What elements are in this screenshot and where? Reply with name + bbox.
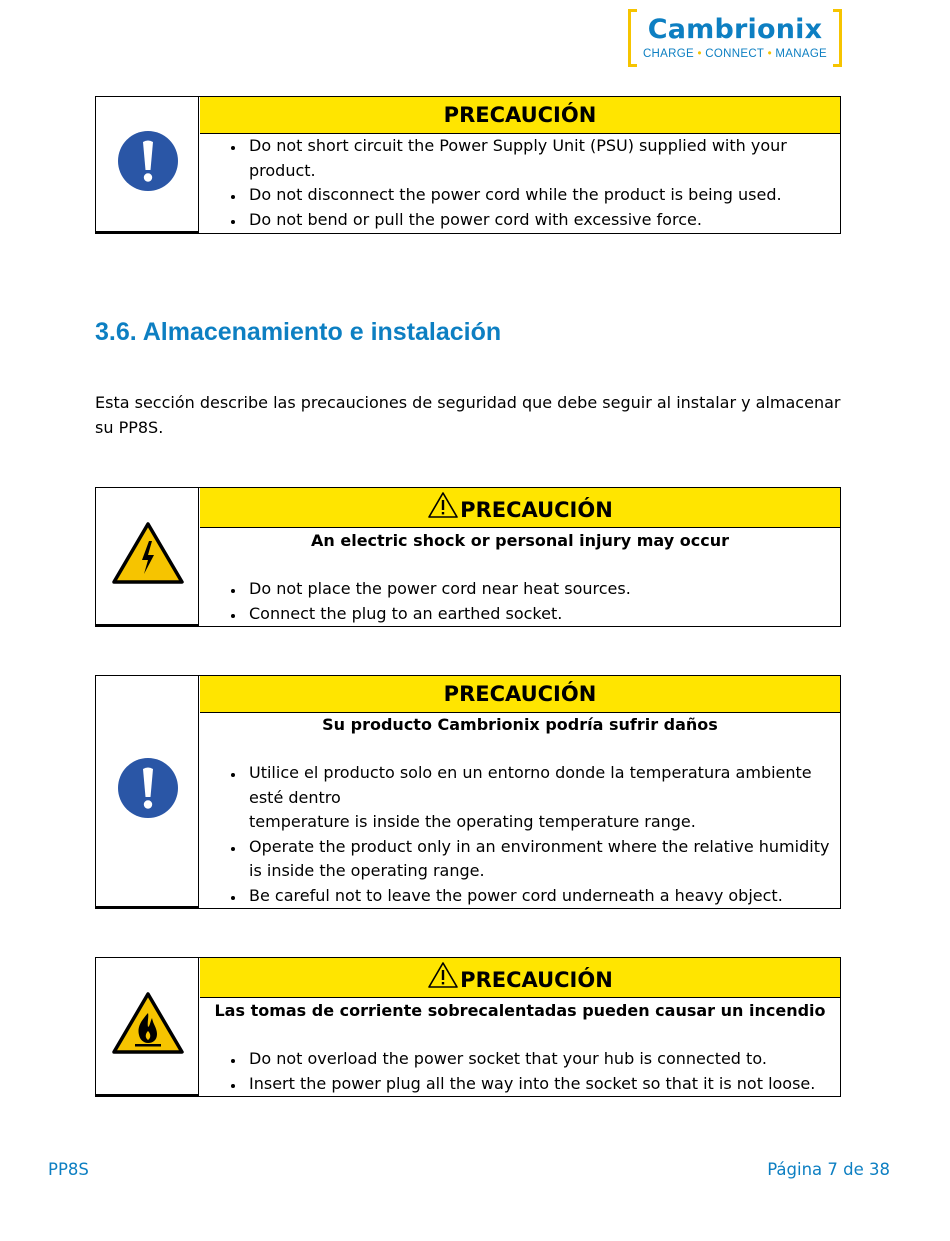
list-item: • Be careful not to leave the power cord underneath a heavy object. — [245, 884, 840, 909]
mandatory-exclamation-icon — [117, 130, 179, 192]
caution-body — [200, 999, 840, 1096]
caution-body — [200, 713, 840, 908]
logo-tag-manage: MANAGE — [775, 48, 828, 60]
caution-box-electric-shock — [95, 487, 841, 627]
list-item: • Connect the plug to an earthed socket. — [245, 602, 840, 627]
caution-icon-cell — [96, 676, 199, 908]
caution-box-psu — [95, 96, 841, 234]
warning-triangle-icon — [427, 961, 459, 989]
fire-warning-icon — [111, 991, 185, 1055]
list-item — [245, 761, 840, 835]
caution-subtitle: Su producto Cambrionix podría sufrir daños — [322, 715, 718, 734]
caution-list — [200, 761, 840, 908]
mandatory-exclamation-icon — [117, 757, 179, 819]
caution-subtitle: Las tomas de corriente sobrecalentadas pueden causar un incendio — [214, 1001, 826, 1020]
logo-tagline — [628, 48, 842, 60]
list-item: • Operate the product only in an environment where the relative humidity is inside the operating range. — [245, 835, 840, 884]
logo-wordmark: Cambrionix — [647, 14, 823, 45]
caution-icon-cell — [96, 488, 199, 626]
logo-tag-connect: CONNECT — [705, 48, 765, 60]
caution-title: PRECAUCIÓN — [460, 968, 613, 992]
caution-box-fire — [95, 957, 841, 1097]
caution-subtitle: An electric shock or personal injury may occur — [311, 531, 729, 550]
logo-tag-charge: CHARGE — [642, 48, 694, 60]
caution-icon-cell — [96, 97, 199, 233]
list-item: • Do not disconnect the power cord while the product is being used. — [245, 183, 840, 208]
footer-page-number: Página 7 de 38 — [767, 1160, 890, 1179]
footer-document-name: PP8S — [48, 1160, 89, 1179]
list-item-line: Utilice el producto solo en un entorno donde la temperatura ambiente esté dentro — [249, 763, 812, 807]
list-item: • Do not short circuit the Power Supply Unit (PSU) supplied with your product. — [245, 134, 840, 183]
caution-list — [200, 134, 840, 232]
caution-header — [200, 958, 840, 998]
logo-tag-dot-2: • — [767, 48, 772, 60]
list-item-line: temperature is inside the operating temperature range. — [249, 812, 696, 831]
caution-body — [200, 529, 840, 626]
caution-list — [200, 577, 840, 626]
list-item: • Do not bend or pull the power cord with excessive force. — [245, 208, 840, 233]
logo-tag-dot-1: • — [697, 48, 702, 60]
section-heading: 3.6. Almacenamiento e instalación — [95, 318, 502, 346]
caution-header — [200, 488, 840, 528]
electric-shock-warning-icon — [111, 521, 185, 585]
list-item: • Do not place the power cord near heat sources. — [245, 577, 840, 602]
caution-title: PRECAUCIÓN — [460, 498, 613, 522]
cambrionix-logo — [628, 9, 842, 67]
caution-box-product-damage — [95, 675, 841, 909]
list-item: • Do not overload the power socket that your hub is connected to. — [245, 1047, 840, 1072]
warning-triangle-icon — [427, 491, 459, 519]
caution-icon-cell — [96, 958, 199, 1096]
caution-body — [200, 134, 840, 232]
caution-header: PRECAUCIÓN — [200, 97, 840, 134]
caution-list — [200, 1047, 840, 1096]
section-intro: Esta sección describe las precauciones de seguridad que debe seguir al instalar y almacenar su PP8S. — [95, 393, 841, 437]
list-item: • Insert the power plug all the way into the socket so that it is not loose. — [245, 1072, 840, 1097]
caution-header: PRECAUCIÓN — [200, 676, 840, 713]
